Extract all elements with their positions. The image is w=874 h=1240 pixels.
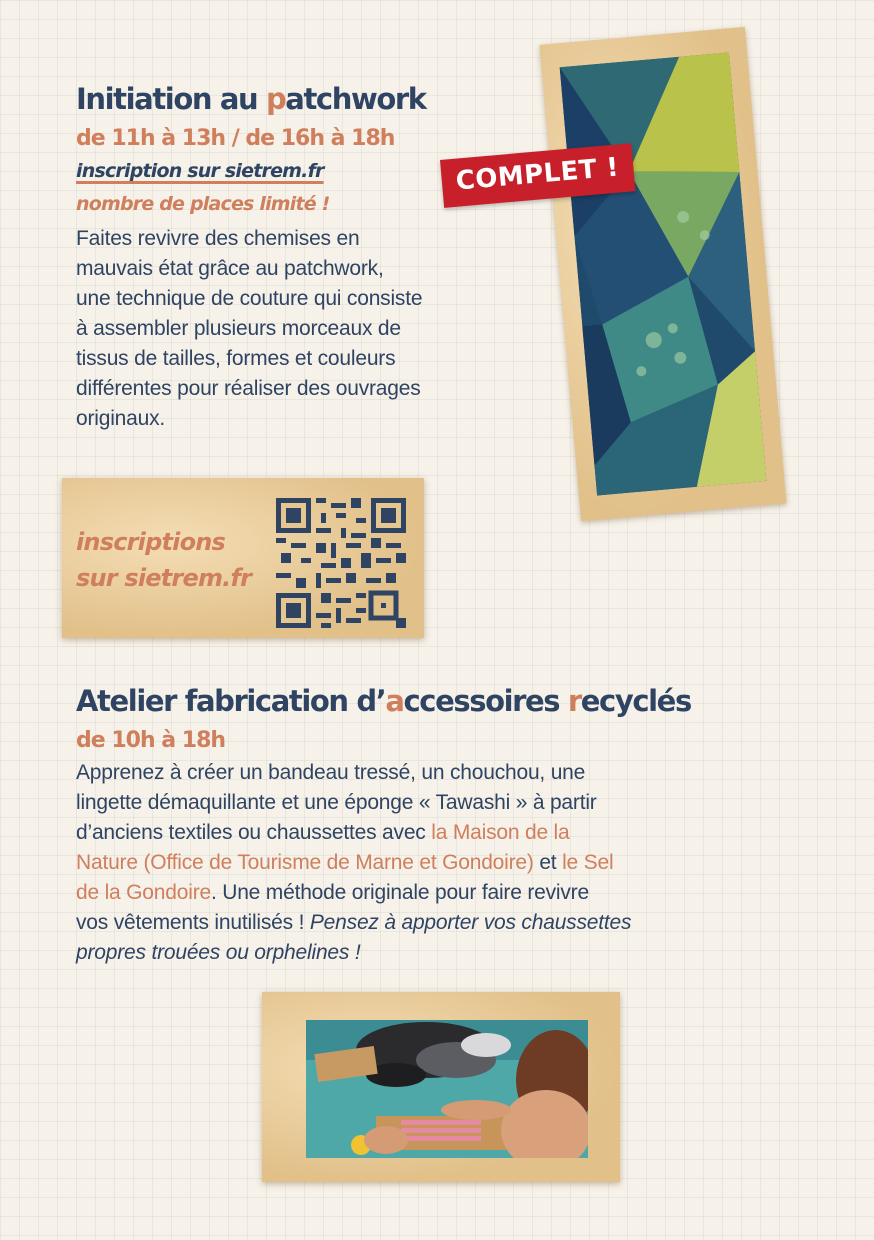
workshop2-title: Atelier fabrication d’accessoires recyclés <box>76 684 691 718</box>
workshop1-time: de 11h à 13h / de 16h à 18h <box>76 126 395 151</box>
qr-code[interactable] <box>276 498 406 628</box>
office-tourisme-link[interactable]: Nature (Office de Tourisme de Marne et Gondoire) <box>76 851 534 874</box>
qr-card-text-line2: sur sietrem.fr <box>76 564 252 592</box>
patchwork-photo-frame <box>540 27 787 521</box>
maison-nature-link[interactable]: la Maison de la <box>431 821 570 844</box>
workshop2-time: de 10h à 18h <box>76 728 226 753</box>
workshop1-registration-link[interactable]: inscription sur sietrem.fr <box>76 160 324 182</box>
workshop2-description: Apprenez à créer un bandeau tressé, un chouchou, une lingette démaquillante et une éponge « Tawashi » à partir d’anciens textiles ou chaussettes avec la Maison de la Nature (Office de Tourisme de Marne et Gondoire) et le Sel de la Gondoire. Une méthode originale pour faire revivre vos vêtements inutilisés ! Pensez à apporter vos chaussettes propres trouées ou orphelines ! <box>76 761 632 964</box>
workshop1-limited-notice: nombre de places limité ! <box>76 193 330 215</box>
patchwork-photo <box>560 52 767 495</box>
complet-badge-label: COMPLET ! <box>454 152 621 197</box>
workshop-photo-frame <box>262 992 620 1182</box>
sel-gondoire-link[interactable]: le Sel <box>562 851 614 874</box>
workshop1-description: Faites revivre des chemises en mauvais état grâce au patchwork, une technique de couture qui consiste à assembler plusieurs morceaux de tissus de tailles, formes et couleurs différentes pour réaliser des ouvrages originaux. <box>76 227 423 430</box>
workshop-photo <box>306 1020 588 1158</box>
registration-qr-card <box>62 478 424 638</box>
workshop1-title: Initiation au patchwork <box>76 82 426 116</box>
qr-card-text-line1: inscriptions <box>76 528 226 556</box>
sel-gondoire-link-cont[interactable]: de la Gondoire <box>76 881 211 904</box>
